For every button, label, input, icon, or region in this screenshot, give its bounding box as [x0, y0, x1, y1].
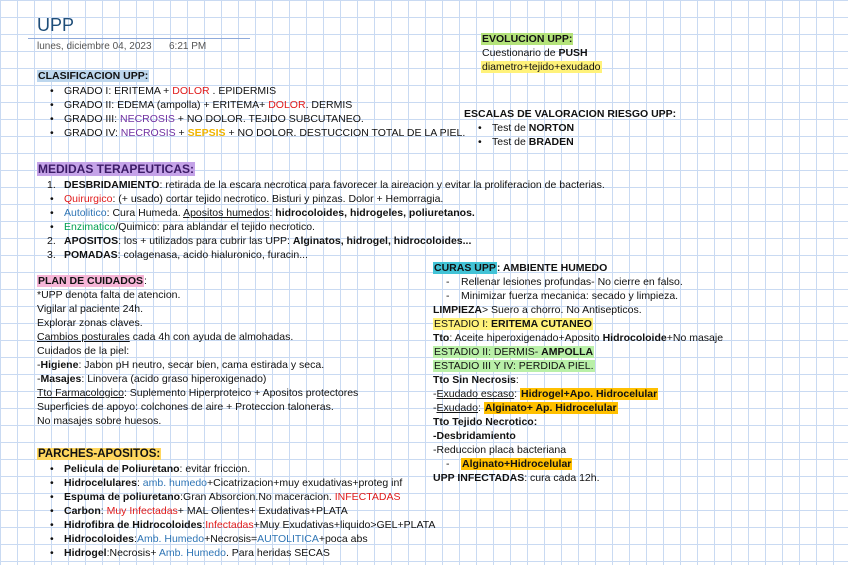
plan-line: -Masajes: Linovera (acido graso hiperoxigenado) — [37, 373, 267, 385]
curas-heading: CURAS UPP: AMBIENTE HUMEDO — [434, 262, 608, 274]
list-item: • Autolitico: Cura Humeda. Apositos humedos: hidrocoloides, hidrogeles, poliuretanos. — [50, 207, 475, 219]
list-item: • GRADO III: NECROSIS + NO DOLOR. TEJIDO SUBCUTANEO. — [50, 113, 364, 125]
list-item: • Quirurgico: (+ usado) cortar tejido necrotico. Bisturi y pinzas. Dolor + Hemorragia. — [50, 193, 444, 205]
medidas-heading: MEDIDAS TERAPEUTICAS: — [38, 162, 195, 176]
list-item: • GRADO IV: NECROSIS + SEPSIS + NO DOLOR. DESTUCCION TOTAL DE LA PIEL. — [50, 127, 466, 139]
page-date: lunes, diciembre 04, 2023 — [37, 41, 152, 52]
curas-line: ESTADIO II: DERMIS- AMPOLLA — [434, 346, 594, 358]
plan-line: Superficies de apoyo: colchones de aire + Proteccion taloneras. — [37, 401, 334, 413]
list-item: • Carbon: Muy Infectadas+ MAL Olientes+ Exudativas+PLATA — [50, 505, 348, 517]
curas-line: -Reduccion placa bacteriana — [433, 444, 567, 456]
evolucion-heading: EVOLUCION UPP: — [482, 33, 573, 45]
list-item: • Pelicula de Poliuretano: evitar friccion. — [50, 463, 251, 475]
list-item: • Test de NORTON — [478, 122, 575, 134]
page-time: 6:21 PM — [169, 41, 207, 52]
curas-line: ESTADIO III Y IV: PERDIDA PIEL. — [434, 360, 594, 372]
curas-line: ESTADIO I: ERITEMA CUTANEO — [434, 318, 592, 330]
plan-heading: PLAN DE CUIDADOS: — [38, 275, 147, 287]
plan-line: Vigilar al paciente 24h. — [37, 303, 144, 315]
curas-line: LIMPIEZA> Suero a chorro. No Antisepticos. — [433, 304, 642, 316]
list-item: • GRADO I: ERITEMA + DOLOR . EPIDERMIS — [50, 85, 277, 97]
list-item: • Hidrogel:Necrosis+ Amb. Humedo. Para heridas SECAS — [50, 547, 330, 559]
list-item: • Test de BRADEN — [478, 136, 574, 148]
page-title: UPP — [37, 15, 75, 35]
curas-line: UPP INFECTADAS: cura cada 12h. — [433, 472, 600, 484]
curas-line: -Exudado: Alginato+ Ap. Hidrocelular — [433, 402, 617, 414]
list-item: • Hidrofibra de Hidrocoloides:Infectadas+Muy Exudativas+liquido>GEL+PLATA — [50, 519, 436, 531]
title-divider — [28, 38, 250, 39]
plan-line: No masajes sobre huesos. — [37, 415, 162, 427]
evolucion-line: Cuestionario de PUSH — [482, 47, 588, 59]
plan-line: -Higiene: Jabon pH neutro, secar bien, cama estirada y seca. — [37, 359, 325, 371]
curas-line: Tto Sin Necrosis: — [433, 374, 519, 386]
plan-line: Tto Farmacologico: Suplemento Hiperproteico + Apositos protectores — [37, 387, 359, 399]
list-item: • GRADO II: EDEMA (ampolla) + ERITEMA+ DOLOR. DERMIS — [50, 99, 353, 111]
list-item: • Hidrocoloides:Amb. Humedo+Necrosis=AUTOLITICA+poca abs — [50, 533, 368, 545]
list-item: - Minimizar fuerza mecanica: secado y limpieza. — [446, 290, 679, 302]
evolucion-line: diametro+tejido+exudado — [482, 61, 601, 73]
list-item: • Espuma de poliuretano:Gran Absorcion.No maceracion. INFECTADAS — [50, 491, 401, 503]
escalas-heading: ESCALAS DE VALORACION RIESGO UPP: — [464, 108, 677, 120]
list-item: 1. DESBRIDAMIENTO: retirada de la escara necrotica para favorecer la aireacion y evitar la proliferacion de bacterias. — [47, 179, 605, 191]
list-item: - Alginato+Hidrocelular — [446, 458, 572, 470]
list-item: • Hidrocelulares: amb. humedo+Cicatrizacion+muy exudativas+proteg inf — [50, 477, 403, 489]
curas-line: -Desbridamiento — [433, 430, 516, 442]
plan-line: Explorar zonas claves. — [37, 317, 143, 329]
clasificacion-heading: CLASIFICACION UPP: — [38, 70, 149, 82]
plan-line: *UPP denota falta de atencion. — [37, 289, 181, 301]
list-item: • Enzimatico/Quimico: para ablandar el tejido necrotico. — [50, 221, 315, 233]
plan-line: Cuidados de la piel: — [37, 345, 130, 357]
curas-line: Tto: Aceite hiperoxigenado+Aposito Hidrocoloide+No masaje — [433, 332, 724, 344]
plan-line: Cambios posturales cada 4h con ayuda de almohadas. — [37, 331, 294, 343]
parches-heading: PARCHES-APOSITOS: — [38, 448, 161, 460]
list-item: 3. POMADAS: colagenasa, acido hialuronico, furacin... — [47, 249, 308, 261]
list-item: 2. APOSITOS: los + utilizados para cubrir las UPP: Alginatos, hidrogel, hidrocoloides... — [47, 235, 472, 247]
list-item: - Rellenar lesiones profundas- No cierre en falso. — [446, 276, 683, 288]
curas-line: -Exudado escaso: Hidrogel+Apo. Hidrocelular — [433, 388, 658, 400]
curas-line: Tto Tejido Necrotico: — [433, 416, 538, 428]
